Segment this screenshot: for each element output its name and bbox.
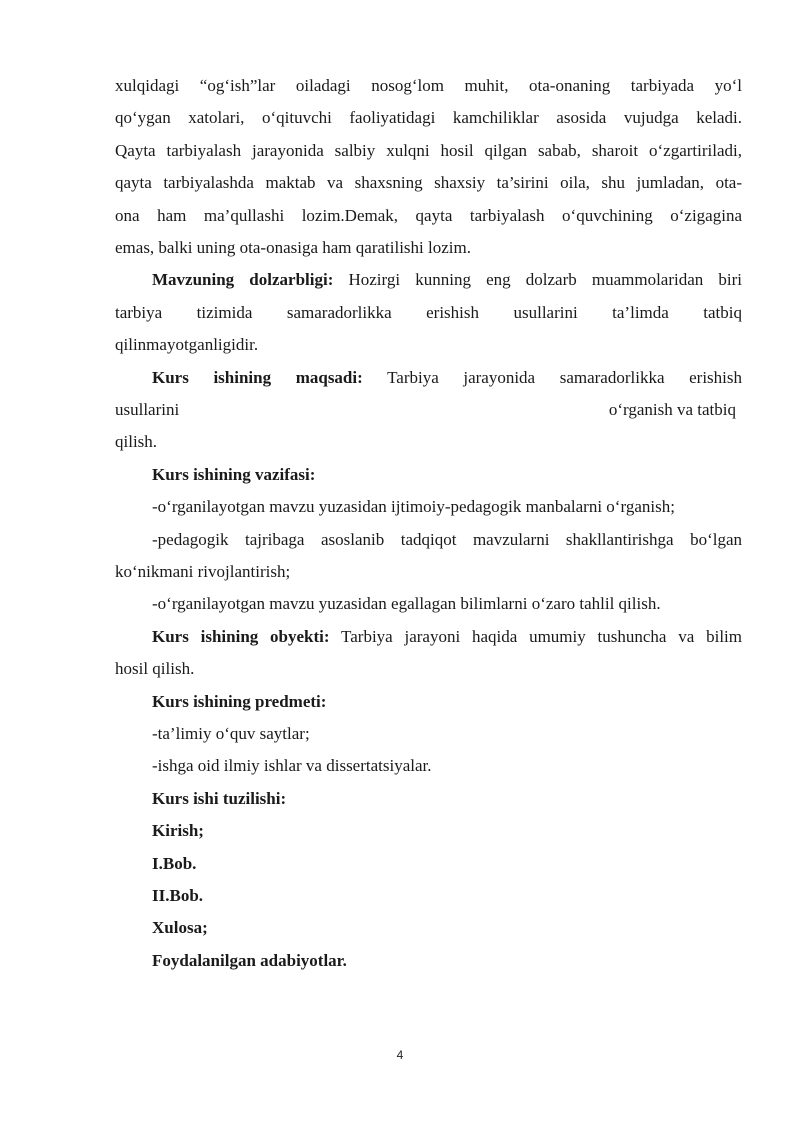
relevance-line-1: [115, 264, 742, 296]
intro-line-3: Qayta tarbiyalash jarayonida salbiy xulqni hosil qilgan sabab, sharoit o‘zgartiriladi,: [115, 140, 742, 160]
aim-line-2-left: usullarini: [115, 399, 180, 419]
relevance-heading: Mavzuning dolzarbligi:: [152, 270, 334, 290]
object-text: Tarbiya jarayoni haqida umumiy tushuncha va bilim: [329, 626, 742, 646]
tasks-item-2-line-2: ko‘nikmani rivojlantirish;: [115, 561, 291, 581]
structure-item-label: I.Bob.: [152, 853, 197, 873]
subject-heading: Kurs ishining predmeti:: [152, 691, 327, 711]
relevance-line-2: tarbiya tizimida samaradorlikka erishish usullarini ta’limda tatbiq: [115, 302, 742, 322]
subject-item-2: -ishga oid ilmiy ishlar va dissertatsiyalar.: [152, 756, 432, 776]
structure-item-label: Kirish;: [152, 821, 204, 841]
tasks-item-2-line-1: -pedagogik tajribaga asoslanib tadqiqot mavzularni shakllantirishga bo‘lgan: [152, 529, 742, 549]
tasks-line-heading: [115, 459, 742, 491]
aim-heading: Kurs ishining maqsadi:: [152, 367, 363, 387]
object-heading: Kurs ishining obyekti:: [152, 626, 330, 646]
relevance-line-3: qilinmayotganligidir.: [115, 335, 259, 355]
aim-line-2-right: o‘rganish va tatbiq: [608, 399, 736, 419]
aim-line-3: qilish.: [115, 432, 158, 452]
intro-line-5: ona ham ma’qullashi lozim.Demak, qayta tarbiyalash o‘quvchining o‘zigagina: [115, 205, 742, 225]
structure-item-references: [115, 945, 742, 977]
document-body: [115, 70, 742, 977]
subject-line-heading: [115, 686, 742, 718]
structure-item-intro: [115, 815, 742, 847]
structure-item-label: Xulosa;: [152, 918, 208, 938]
tasks-item-3: -o‘rganilayotgan mavzu yuzasidan egallagan bilimlarni o‘zaro tahlil qilish.: [152, 594, 661, 614]
structure-item-label: II.Bob.: [152, 886, 204, 905]
aim-text: Tarbiya jarayonida samaradorlikka erishish: [362, 367, 742, 387]
object-line-1: [115, 621, 742, 653]
aim-line-2: [115, 394, 742, 426]
structure-item-conclusion: [115, 912, 742, 944]
object-line-2: hosil qilish.: [115, 659, 195, 679]
structure-item-chapter-1: [115, 848, 742, 880]
relevance-text: Hozirgi kunning eng dolzarb muammolaridan biri: [333, 270, 742, 290]
structure-heading: Kurs ishi tuzilishi:: [152, 788, 287, 808]
structure-line-heading: [115, 783, 742, 815]
tasks-item-1: -o‘rganilayotgan mavzu yuzasidan ijtimoiy-pedagogik manbalarni o‘rganish;: [152, 497, 675, 517]
intro-line-6: emas, balki uning ota-onasiga ham qaratilishi lozim.: [115, 237, 471, 257]
subject-item-1: -ta’limiy o‘quv saytlar;: [152, 723, 310, 743]
page-number: 4: [396, 1048, 404, 1062]
structure-item-chapter-2: [115, 880, 742, 912]
intro-line-4: qayta tarbiyalashda maktab va shaxsning shaxsiy ta’sirini oila, shu jumladan, ota-: [115, 173, 742, 193]
intro-line-1: xulqidagi “og‘ish”lar oiladagi nosog‘lom muhit, ota-onaning tarbiyada yo‘l: [115, 76, 742, 95]
tasks-heading: Kurs ishining vazifasi:: [152, 464, 316, 484]
aim-line-1: [115, 362, 742, 394]
intro-line-2: qo‘ygan xatolari, o‘qituvchi faoliyatidagi kamchiliklar asosida vujudga keladi.: [115, 108, 742, 128]
structure-item-label: Foydalanilgan adabiyotlar.: [152, 950, 347, 970]
